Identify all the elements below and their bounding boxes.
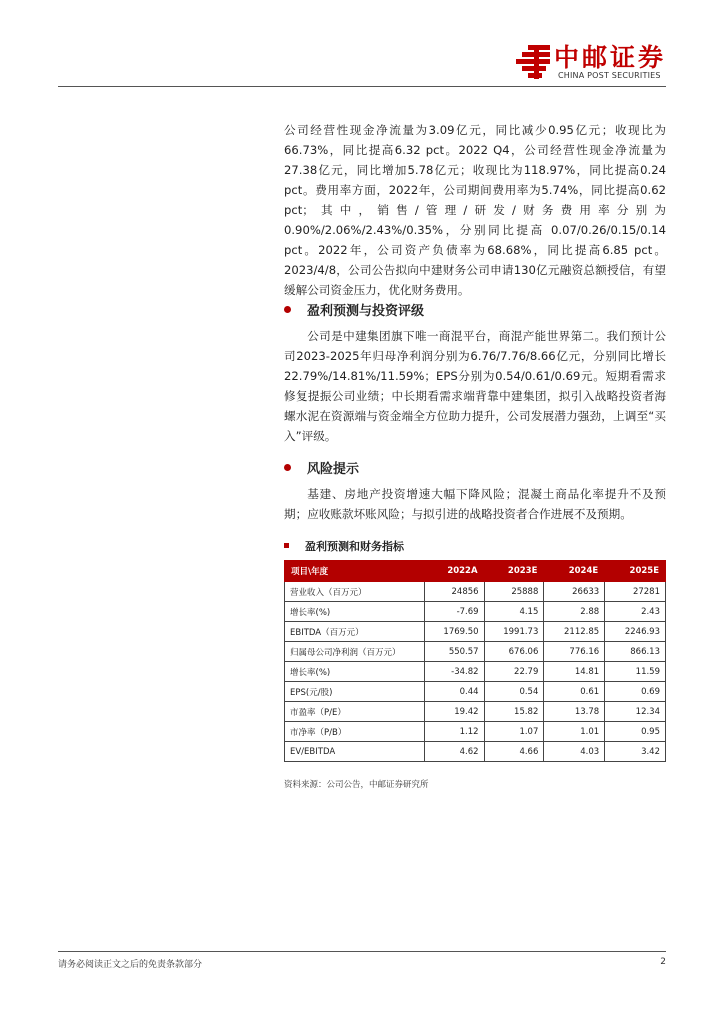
table-cell: 0.69 [605, 682, 666, 702]
table-cell: 12.34 [605, 702, 666, 722]
header-cell: 项目\年度 [285, 561, 425, 582]
table-source-note: 资料来源：公司公告，中邮证券研究所 [284, 780, 429, 790]
table-row [285, 742, 666, 762]
table-cell: 1.01 [544, 722, 605, 742]
table-cell: 13.78 [544, 702, 605, 722]
financial-forecast-table [284, 560, 666, 762]
table-header-row [285, 561, 666, 582]
table-cell: 22.79 [484, 662, 544, 682]
table-cell: 4.15 [484, 602, 544, 622]
table-cell: 4.66 [484, 742, 544, 762]
section-heading-risk: 风险提示 [284, 458, 359, 477]
red-bullet-icon [284, 464, 291, 471]
table-cell: 1769.50 [424, 622, 484, 642]
brand-name-cn: 中邮证券 [554, 43, 667, 72]
table-cell: -7.69 [424, 602, 484, 622]
table-cell: 26633 [544, 582, 605, 602]
header-cell: 2024E [544, 561, 605, 582]
header-cell: 2022A [424, 561, 484, 582]
china-post-logo-icon [514, 45, 552, 79]
table-cell: 4.03 [544, 742, 605, 762]
risk-paragraph: 基建、房地产投资增速大幅下降风险；混凝土商品化率提升不及预期；应收账款坏账风险；与拟引进的战略投资者合作进展不及预期。 [284, 487, 666, 521]
header-divider [58, 86, 666, 87]
table-row [285, 622, 666, 642]
section-heading-forecast: 盈利预测与投资评级 [284, 300, 424, 319]
table-cell: 0.95 [605, 722, 666, 742]
disclaimer-link[interactable]: 请务必阅读正文之后的免责条款部分 [58, 960, 203, 970]
table-cell: 14.81 [544, 662, 605, 682]
table-cell: 2.43 [605, 602, 666, 622]
footer-divider [58, 951, 666, 952]
table-title: 盈利预测和财务指标 [284, 538, 404, 554]
table-cell: 2.88 [544, 602, 605, 622]
table-row [285, 582, 666, 602]
red-square-icon [284, 543, 289, 548]
table-cell: 3.42 [605, 742, 666, 762]
table-row [285, 662, 666, 682]
table-cell: 2246.93 [605, 622, 666, 642]
table-cell: 4.62 [424, 742, 484, 762]
table-cell: 1991.73 [484, 622, 544, 642]
table-row [285, 702, 666, 722]
table-cell: 增长率(%) [285, 602, 425, 622]
page-number: 2 [660, 957, 666, 967]
table-cell: 866.13 [605, 642, 666, 662]
table-cell: 1.07 [484, 722, 544, 742]
table-cell: 0.54 [484, 682, 544, 702]
table-cell: EPS(元/股) [285, 682, 425, 702]
table-cell: EV/EBITDA [285, 742, 425, 762]
table-cell: 15.82 [484, 702, 544, 722]
brand-name-en: CHINA POST SECURITIES [558, 71, 661, 80]
table-cell: 营业收入（百万元） [285, 582, 425, 602]
table-row [285, 722, 666, 742]
table-cell: 27281 [605, 582, 666, 602]
header-cell: 2023E [484, 561, 544, 582]
table-cell: 550.57 [424, 642, 484, 662]
table-cell: EBITDA（百万元） [285, 622, 425, 642]
forecast-paragraph: 公司是中建集团旗下唯一商混平台，商混产能世界第二。我们预计公司2023-2025年归母净利润分别为6.76/7.76/8.66亿元，分别同比增长22.79%/14.81%/11.59%；EPS分别为0.54/0.61/0.69元。短期看需求修复提振公司业绩；中长期看需求端背靠中建集团，拟引入战略投资者海螺水泥在资源端与资金端全方位助力提升，公司发展潜力强劲，上调至“买入”评级。 [284, 329, 666, 443]
table-cell: 市盈率（P/E） [285, 702, 425, 722]
table-cell: 25888 [484, 582, 544, 602]
table-cell: 676.06 [484, 642, 544, 662]
table-cell: 增长率(%) [285, 662, 425, 682]
cashflow-paragraph: 公司经营性现金净流量为3.09亿元，同比减少0.95亿元；收现比为66.73%，同比提高6.32 pct。2022 Q4，公司经营性现金净流量为27.38亿元，同比增加5.78亿元；收现比为118.97%，同比提高0.24 pct。费用率方面，2022年，公司期间费用率为5.74%，同比提高0.62 pct；其中，销售/管理/研发/财务费用率分别为 0.90%/2.06%/2.43%/0.35%，分别同比提高 0.07/0.26/0.15/0.14 pct。2022年，公司资产负债率为68.68%，同比提高6.85 pct。2023/4/8，公司公告拟向中建财务公司申请130亿元融资总额授信，有望缓解公司资金压力，优化财务费用。 [284, 123, 666, 297]
table-cell: 776.16 [544, 642, 605, 662]
table-cell: 归属母公司净利润（百万元） [285, 642, 425, 662]
table-cell: 19.42 [424, 702, 484, 722]
table-row [285, 602, 666, 622]
header-cell: 2025E [605, 561, 666, 582]
table-cell: 24856 [424, 582, 484, 602]
table-cell: 1.12 [424, 722, 484, 742]
red-bullet-icon [284, 306, 291, 313]
table-cell: 0.44 [424, 682, 484, 702]
table-row [285, 642, 666, 662]
table-cell: -34.82 [424, 662, 484, 682]
table-row [285, 682, 666, 702]
table-cell: 11.59 [605, 662, 666, 682]
table-cell: 0.61 [544, 682, 605, 702]
table-cell: 市净率（P/B） [285, 722, 425, 742]
table-cell: 2112.85 [544, 622, 605, 642]
